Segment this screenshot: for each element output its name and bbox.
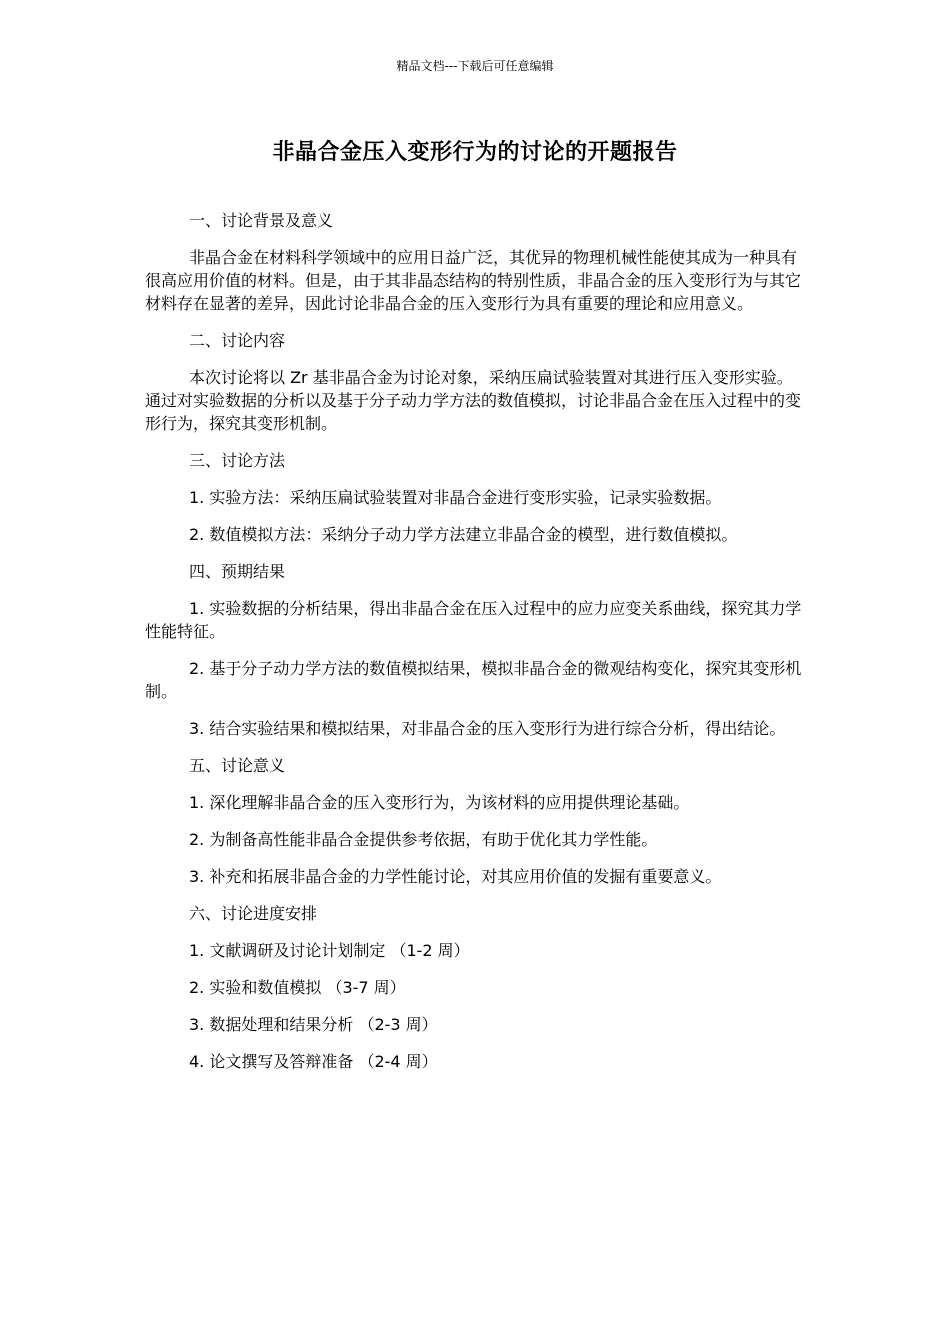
document-title: 非晶合金压入变形行为的讨论的开题报告 [272, 140, 678, 165]
list-item-significance-1: 1. 深化理解非晶合金的压入变形行为，为该材料的应用提供理论基础。 [189, 793, 690, 812]
section-heading-expected-results: 四、预期结果 [189, 562, 286, 581]
list-item-result-3: 3. 结合实验结果和模拟结果，对非晶合金的压入变形行为进行综合分析，得出结论。 [189, 719, 786, 738]
list-item-schedule-4: 4. 论文撰写及答辩准备 （2-4 周） [189, 1052, 438, 1071]
section-heading-methods: 三、讨论方法 [189, 451, 286, 470]
list-item-significance-3: 3. 补充和拓展非晶合金的力学性能讨论，对其应用价值的发掘有重要意义。 [189, 867, 722, 886]
list-item-schedule-3: 3. 数据处理和结果分析 （2-3 周） [189, 1015, 438, 1034]
list-item-significance-2: 2. 为制备高性能非晶合金提供参考依据，有助于优化其力学性能。 [189, 830, 658, 849]
section-heading-background: 一、讨论背景及意义 [189, 211, 334, 230]
list-item-result-1: 1. 实验数据的分析结果，得出非晶合金在压入过程中的应力应变关系曲线，探究其力学性能特征。 [145, 599, 802, 641]
list-item-schedule-2: 2. 实验和数值模拟 （3-7 周） [189, 978, 406, 997]
page-header: 精品文档---下载后可任意编辑 [396, 59, 554, 73]
paragraph-content: 本次讨论将以 Zr 基非晶合金为讨论对象，采纳压扁试验装置对其进行压入变形实验。通过对实验数据的分析以及基于分子动力学方法的数值模拟，讨论非晶合金在压入过程中的变形行为，探究其变形机制。 [145, 368, 802, 433]
list-item-result-2: 2. 基于分子动力学方法的数值模拟结果，模拟非晶合金的微观结构变化，探究其变形机制。 [145, 659, 802, 701]
document-body [145, 209, 805, 1087]
section-heading-schedule: 六、讨论进度安排 [189, 904, 318, 923]
list-item-schedule-1: 1. 文献调研及讨论计划制定 （1-2 周） [189, 941, 470, 960]
list-item-method-2: 2. 数值模拟方法：采纳分子动力学方法建立非晶合金的模型，进行数值模拟。 [189, 525, 738, 544]
list-item-method-1: 1. 实验方法：采纳压扁试验装置对非晶合金进行变形实验，记录实验数据。 [189, 488, 722, 507]
section-heading-significance: 五、讨论意义 [189, 756, 286, 775]
section-heading-content: 二、讨论内容 [189, 331, 286, 350]
paragraph-background: 非晶合金在材料科学领域中的应用日益广泛，其优异的物理机械性能使其成为一种具有很高应用价值的材料。但是，由于其非晶态结构的特别性质，非晶合金的压入变形行为与其它材料存在显著的差异，因此讨论非晶合金的压入变形行为具有重要的理论和应用意义。 [145, 248, 802, 313]
